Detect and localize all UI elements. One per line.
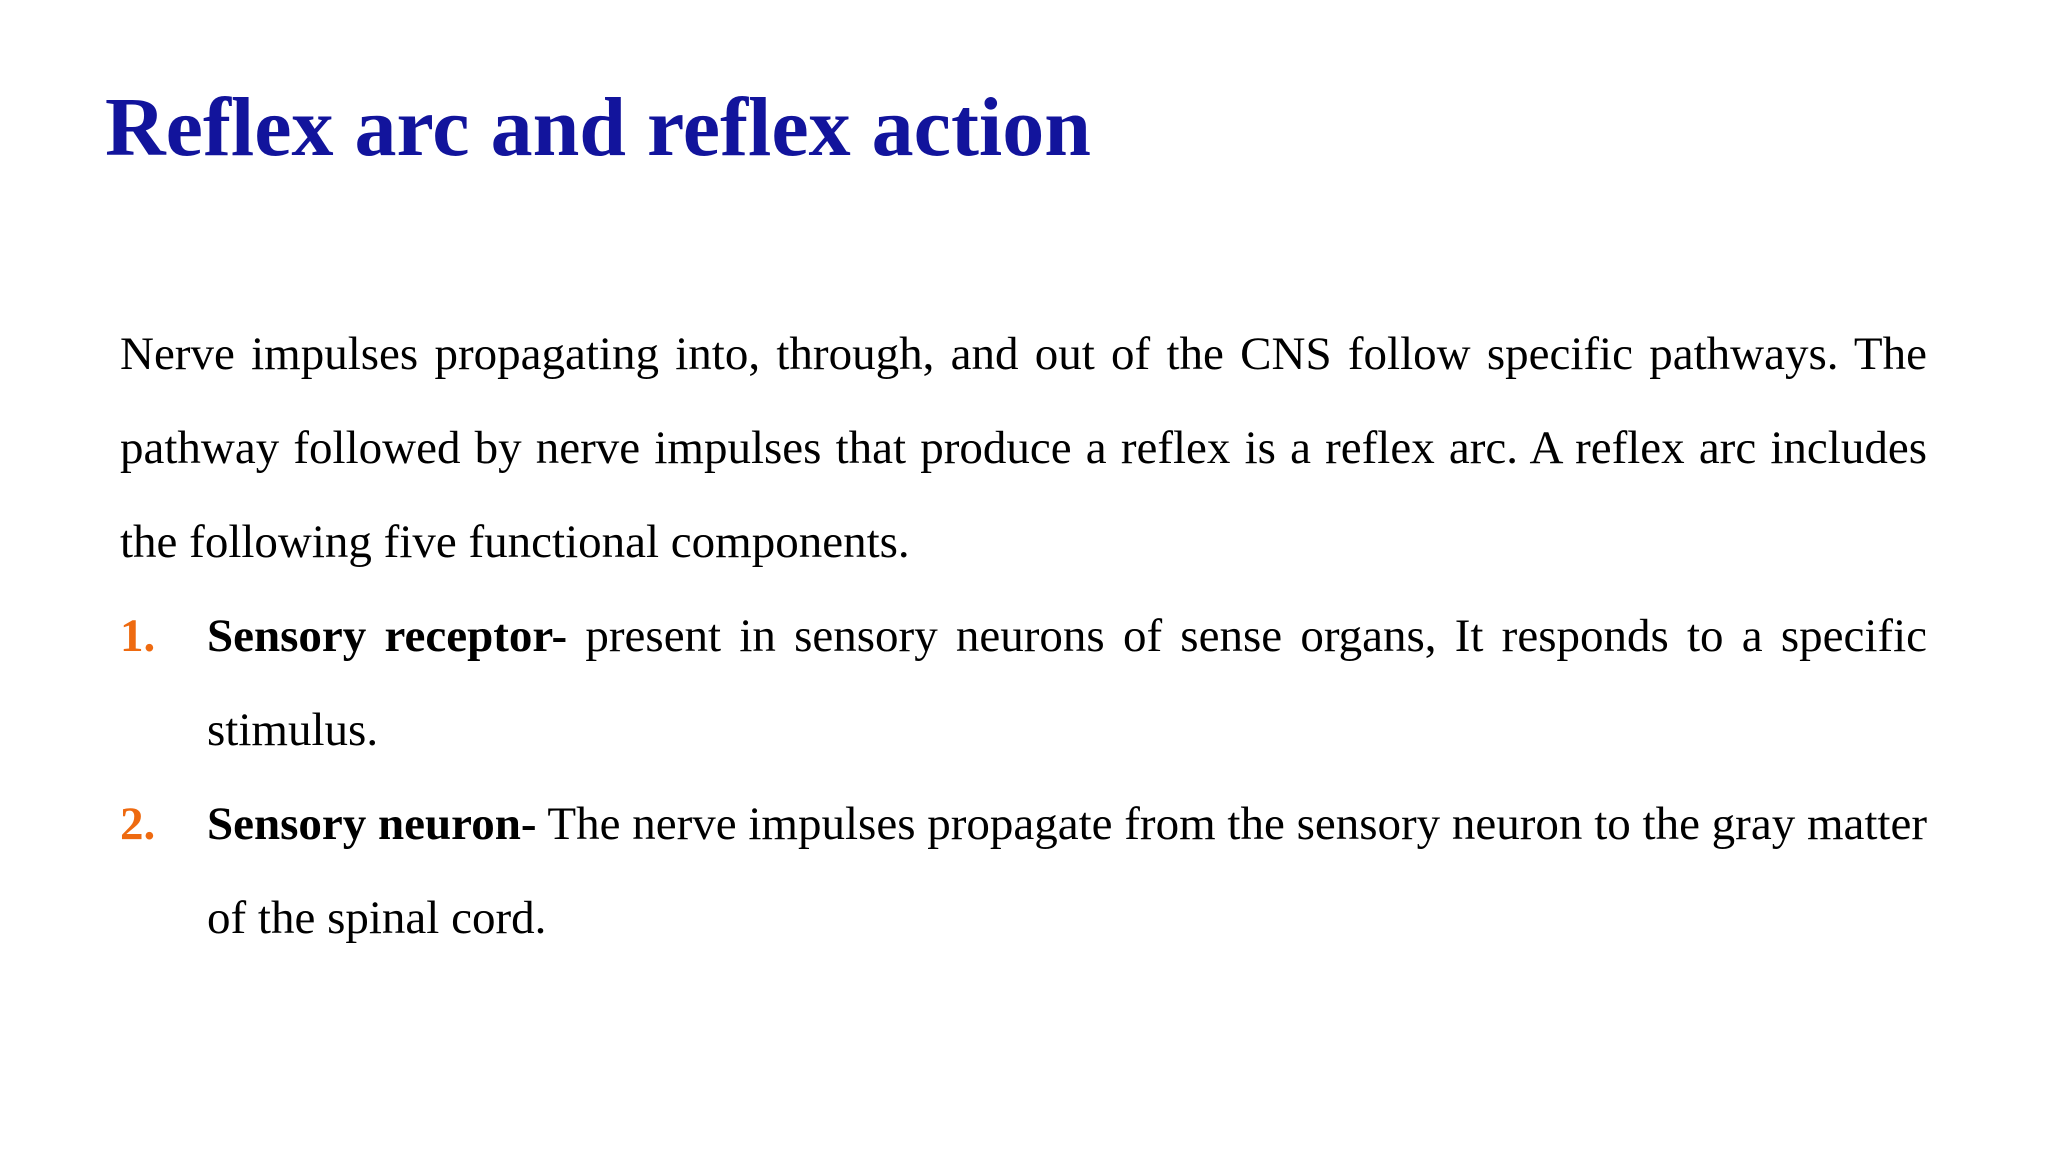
slide-title: Reflex arc and reflex action [105, 81, 1091, 174]
list-item [120, 777, 1927, 965]
list-term: Sensory receptor- [207, 610, 568, 662]
component-list [120, 589, 1927, 965]
list-description: The nerve impulses propagate from the sensory neuron to the gray matter of the spinal cord. [207, 798, 1927, 944]
list-description: present in sensory neurons of sense organs, It responds to a specific stimulus. [207, 610, 1927, 756]
list-term: Sensory neuron- [207, 798, 537, 850]
intro-paragraph: Nerve impulses propagating into, through, and out of the CNS follow specific pathways. The pathway followed by nerve impulses that produce a reflex is a reflex arc. A reflex arc includes the following five functional components. [120, 328, 1927, 568]
slide-content [120, 307, 1927, 965]
list-item [120, 589, 1927, 777]
list-number: 2. [120, 798, 156, 850]
list-number: 1. [120, 610, 156, 662]
